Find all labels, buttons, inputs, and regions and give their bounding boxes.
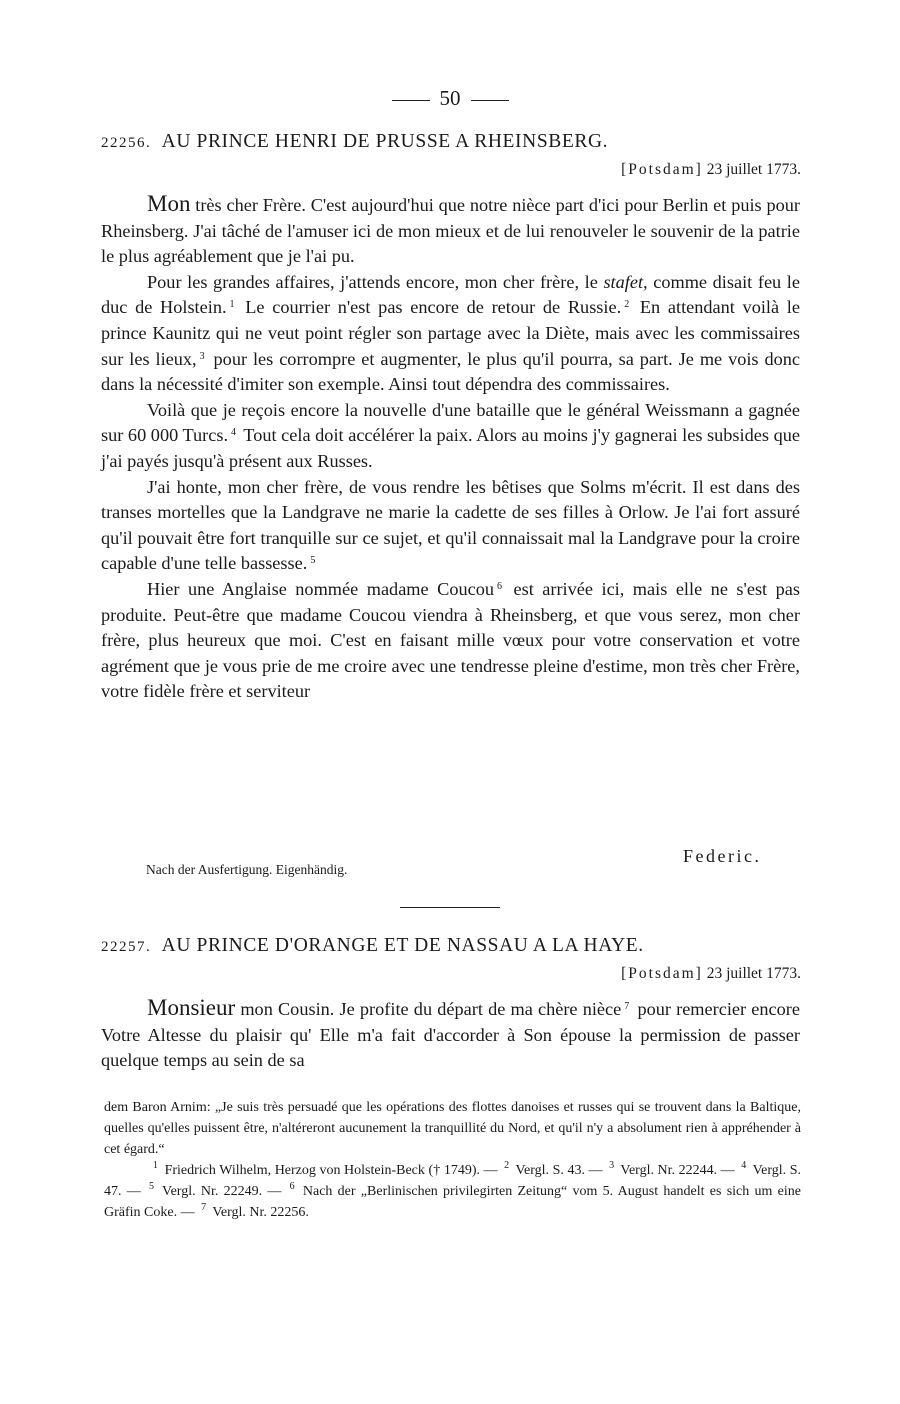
paragraph: Monsieur mon Cousin. Je profite du départ de ma chère nièce $^7$ pour remercier encore Votre Altesse du plaisir qu' Elle m'a fait d'accorder à Son épouse la permission de passer quelque temps au sein de sa — [101, 995, 800, 1071]
letter-place: [Potsdam] — [621, 161, 703, 178]
footnote-ref: 4 — [231, 427, 237, 439]
letter-dateline — [101, 965, 801, 983]
paragraph: J'ai honte, mon cher frère, de vous rendre les bêtises que Solms m'écrit. Il est dans des transes mortelles que la Landgrave ne marie la cadette de ses filles à Orlow. Je l'ai fort assuré qu'il pouvait être fort tranquille sur ce sujet, et qu'il connaissait mal la Landgrave pour la croire capable d'une telle bassesse. $^5$ — [101, 476, 800, 574]
footnote-mark: 1 — [153, 1160, 158, 1171]
paragraph: Mon très cher Frère. C'est aujourd'hui que notre nièce part d'ici pour Berlin et puis pour Rheinsberg. J'ai tâché de l'amuser ici de mon mieux et de lui renouveler le souvenir de la patrie le plus agréablement que je l'ai pu. — [101, 191, 800, 267]
letter-heading — [101, 935, 801, 957]
footnote-mark: 6 — [289, 1181, 295, 1192]
footnote-ref: 2 — [624, 299, 630, 311]
footnote-ref: 6 — [497, 580, 502, 592]
letter-dateline — [101, 161, 801, 179]
letter-number: 22257. — [101, 939, 152, 955]
letter-title: AU PRINCE HENRI DE PRUSSE A RHEINSBERG. — [161, 131, 609, 152]
letter-heading — [101, 131, 801, 153]
source-note: Nach der Ausfertigung. Eigenhändig. — [146, 862, 348, 877]
footnote-mark: 2 — [504, 1160, 510, 1171]
paragraph: Hier une Anglaise nommée madame Coucou $^6$ est arrivée ici, mais elle ne s'est pas produite. Peut-être que madame Coucou viendra à Rheinsberg, et que vous serez, mon cher frère, plus heureux que moi. C'est en faisant mille vœux pour votre conservation et votre agrément que je vous prie de me croire avec une tendresse pleine d'estime, mon très cher Frère, votre fidèle frère et serviteur — [101, 578, 800, 702]
footnote-mark: 3 — [609, 1160, 615, 1171]
footnotes — [104, 1097, 801, 1223]
page-number: 50 — [0, 86, 900, 111]
page-number-dash-right — [471, 100, 509, 101]
footnote-mark: 5 — [149, 1181, 155, 1192]
signature: Federic. — [683, 846, 762, 866]
letter-place: [Potsdam] — [621, 965, 703, 982]
footnote-ref: 3 — [199, 350, 205, 362]
paragraph: Voilà que je reçois encore la nouvelle d'une bataille que le général Weissmann a gagnée sur 60 000 Turcs. $^4$ Tout cela doit accélérer la paix. Alors au moins j'y gagnerai les subsides que j'ai payés jusqu'à présent aux Russes. — [101, 399, 800, 471]
section-divider — [400, 907, 500, 908]
footnote-ref: 7 — [624, 1001, 630, 1012]
footnote-ref: 5 — [310, 555, 316, 567]
paragraph: Pour les grandes affaires, j'attends encore, mon cher frère, le stafet, comme disait feu le duc de Holstein. $^1$ Le courrier n'est pas encore de retour de Russie. $^2$ En attendant voilà le prince Kaunitz qui ne veut point régler son partage avec la Diète, mais avec les commissaires sur les lieux, $^3$ pour les corrompre et augmenter, le plus qu'il pourra, sa part. Je me vois donc dans la nécessité d'imiter son exemple. Ainsi tout dépendra des commissaires. — [101, 271, 800, 395]
letter-body — [101, 995, 800, 1074]
footnote-mark: 7 — [201, 1202, 207, 1213]
footnote-mark: 4 — [741, 1160, 747, 1171]
letter-body — [101, 191, 800, 705]
footnote-list: $^1$ Friedrich Wilhelm, Herzog von Holstein-Beck († 1749). — $^2$ Vergl. S. 43. — $^3$ Vergl. Nr. 22244. — $^4$ Vergl. S. 47. — $^5$ Vergl. Nr. 22249. — $^6$ Nach der „Berlinischen privilegirten Zeitung“ vom 5. August handelt es sich um eine Gräfin Coke. — $^7$ Vergl. Nr. 22256. — [104, 1160, 802, 1220]
letter-title: AU PRINCE D'ORANGE ET DE NASSAU A LA HAYE. — [161, 935, 644, 956]
page-number-dash-left — [392, 100, 430, 101]
letter-number: 22256. — [101, 135, 152, 151]
footnote-ref: 1 — [229, 299, 235, 311]
footnote-continuation: dem Baron Arnim: „Je suis très persuadé que les opérations des flottes danoises et russes qui se trouvent dans la Baltique, quelles qu'elles puissent être, n'altéreront aucunement la tranquillité du Nord, et qu'il n'y a absolument rien à appréhender à cet égard.“ — [104, 1100, 801, 1157]
letter-date: 23 juillet 1773. — [706, 161, 801, 178]
letter-date: 23 juillet 1773. — [706, 965, 801, 982]
